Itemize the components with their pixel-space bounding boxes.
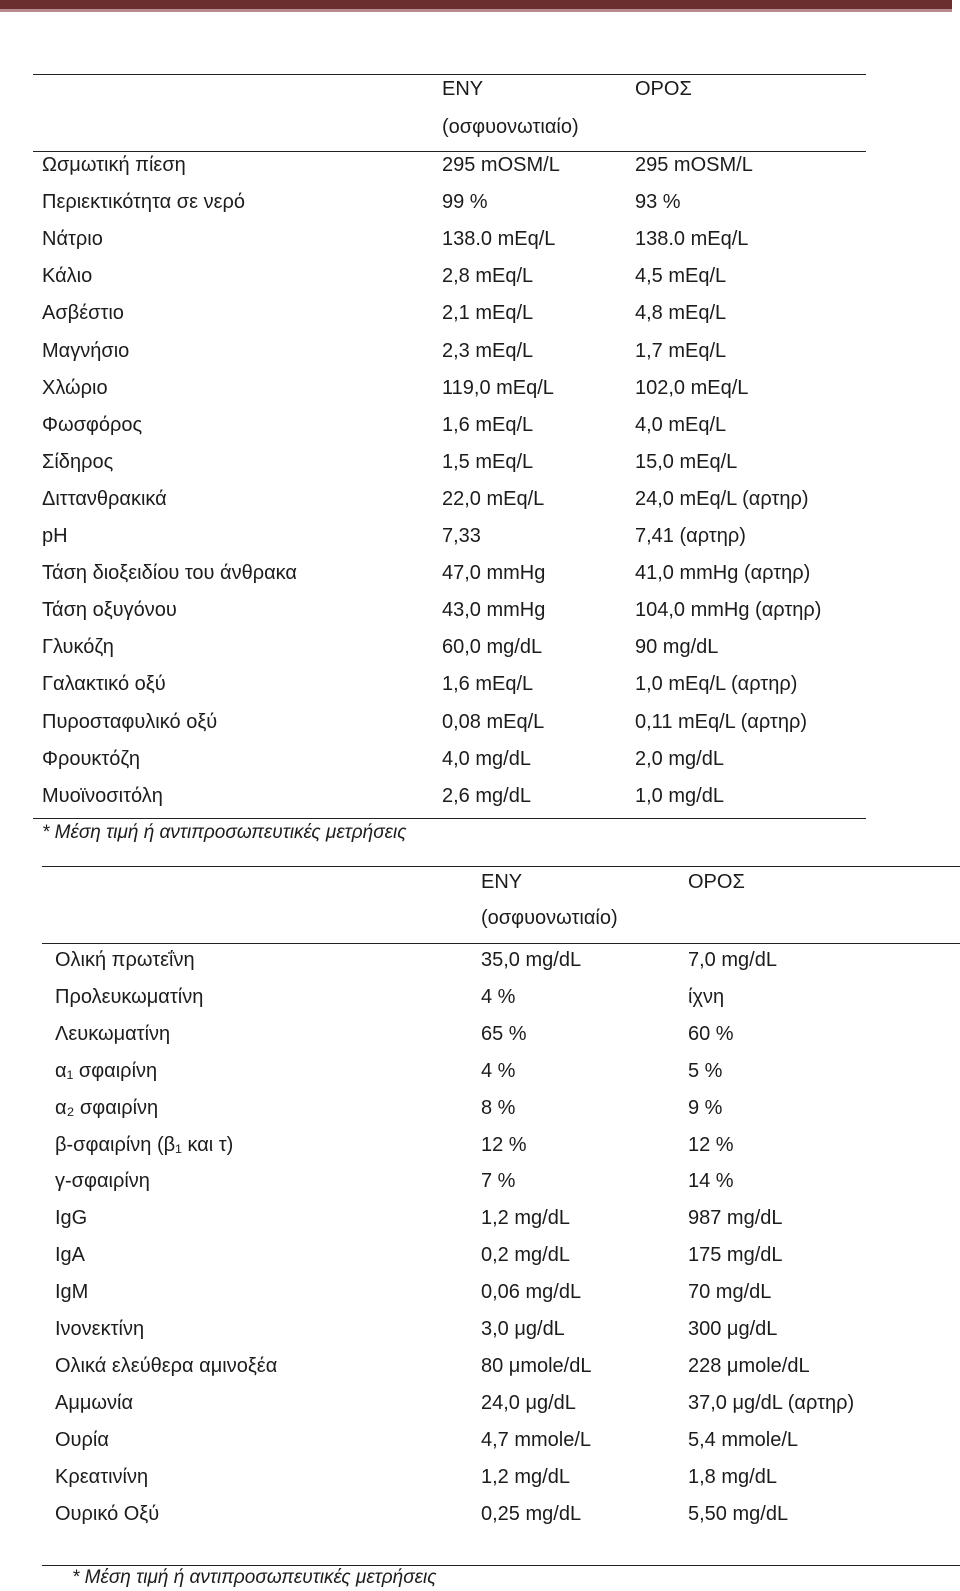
table1-cell-serum-value: 102,0 mEq/L [635, 376, 749, 399]
table2-cell-parameter: IgM [55, 1281, 89, 1304]
table2-cell-serum-value: 70 mg/dL [688, 1281, 772, 1304]
table1-cell-csf-value: 4,0 mg/dL [442, 747, 531, 770]
table2-cell-serum-value: 300 μg/dL [688, 1318, 778, 1340]
table2-cell-serum-value: 5,50 mg/dL [688, 1502, 789, 1525]
table2-cell-serum-value: 12 % [688, 1133, 734, 1156]
table2-cell-serum-value: 228 μmole/dL [688, 1354, 810, 1377]
table1-cell-serum-value: 4,0 mEq/L [635, 413, 727, 436]
table1-cell-parameter: Τάση διοξειδίου του άνθρακα [42, 562, 297, 585]
table2-cell-csf-value: 3,0 μg/dL [481, 1318, 565, 1340]
page-header-rule [0, 0, 952, 12]
table2-cell-csf-value: 1,2 mg/dL [481, 1207, 570, 1230]
table2-cell-csf-value: 8 % [481, 1096, 516, 1119]
table2-cell-csf-value: 7 % [481, 1170, 516, 1193]
table1-cell-serum-value: 1,0 mg/dL [635, 784, 724, 807]
table2-cell-csf-value: 65 % [481, 1022, 527, 1045]
table2-cell-serum-value: 14 % [688, 1170, 734, 1193]
table1-cell-serum-value: 2,0 mg/dL [635, 747, 724, 770]
table2-header-serum: ΟΡΟΣ [688, 871, 745, 893]
table1-cell-csf-value: 1,5 mEq/L [442, 450, 534, 473]
table1-cell-parameter: Γαλακτικό οξύ [42, 673, 166, 696]
table2-cell-parameter: IgA [55, 1244, 86, 1267]
table2-cell-serum-value: 175 mg/dL [688, 1244, 783, 1267]
table1-cell-csf-value: 43,0 mmHg [442, 599, 546, 622]
table1-cell-parameter: Πυροσταφυλικό οξύ [42, 710, 218, 733]
table2-cell-parameter: Αμμωνία [55, 1391, 134, 1414]
table1-cell-parameter: pH [42, 525, 68, 547]
table2-cell-parameter: IgG [55, 1207, 88, 1230]
table1-cell-csf-value: 60,0 mg/dL [442, 636, 543, 659]
table1-cell-parameter: Διττανθρακικά [42, 487, 167, 510]
table2-cell-serum-value: 7,0 mg/dL [688, 949, 777, 971]
table2-bottom-rule [42, 1565, 960, 1566]
table2-cell-csf-value: 1,2 mg/dL [481, 1465, 570, 1488]
table2-header-rule [42, 943, 960, 944]
table1-cell-serum-value: 24,0 mEq/L (αρτηρ) [635, 487, 809, 510]
table2-cell-parameter: Λευκωματίνη [55, 1022, 171, 1045]
table1-cell-serum-value: 4,8 mEq/L [635, 302, 727, 325]
table1-cell-serum-value: 15,0 mEq/L [635, 450, 738, 473]
table1-cell-csf-value: 1,6 mEq/L [442, 673, 534, 696]
table1-cell-csf-value: 119,0 mEq/L [442, 376, 554, 399]
table1-cell-csf-value: 2,8 mEq/L [442, 265, 534, 288]
table1-cell-parameter: Φρουκτόζη [42, 747, 140, 770]
table1-cell-parameter: Κάλιο [42, 265, 93, 288]
table2-top-rule [42, 866, 960, 867]
table2-cell-parameter: β-σφαιρίνη (β₁ και τ) [55, 1133, 234, 1156]
table2-cell-parameter: Ολικά ελεύθερα αμινοξέα [55, 1354, 278, 1377]
table2-cell-csf-value: 12 % [481, 1133, 527, 1156]
table1-cell-csf-value: 1,6 mEq/L [442, 413, 534, 436]
table2-cell-parameter: Προλευκωματίνη [55, 985, 204, 1008]
table1-cell-serum-value: 104,0 mmHg (αρτηρ) [635, 599, 822, 622]
table1-cell-serum-value: 0,11 mEq/L (αρτηρ) [635, 710, 807, 733]
table2-header-csf-sub: (οσφυονωτιαίο) [481, 907, 618, 929]
table1-cell-parameter: Μυοϊνοσιτόλη [42, 784, 163, 807]
table1-header-csf: ΕΝΥ [442, 78, 484, 100]
table2-cell-parameter: Ουρικό Οξύ [55, 1502, 160, 1525]
table2-cell-csf-value: 0,25 mg/dL [481, 1502, 582, 1525]
table1-cell-csf-value: 138.0 mEq/L [442, 228, 556, 251]
table2-cell-serum-value: 60 % [688, 1022, 734, 1045]
table1-cell-serum-value: 90 mg/dL [635, 636, 719, 659]
table2-cell-serum-value: 37,0 μg/dL (αρτηρ) [688, 1391, 855, 1414]
table1-cell-parameter: Χλώριο [42, 376, 108, 399]
table2-cell-serum-value: ίχνη [688, 985, 725, 1008]
table1-cell-serum-value: 1,0 mEq/L (αρτηρ) [635, 673, 798, 696]
table1-cell-parameter: Νάτριο [42, 228, 103, 251]
table2-footnote: * Μέση τιμή ή αντιπροσωπευτικές μετρήσεις [72, 1567, 437, 1588]
table2-cell-serum-value: 987 mg/dL [688, 1207, 783, 1230]
table1-cell-parameter: Σίδηρος [42, 450, 114, 473]
table1-cell-csf-value: 2,1 mEq/L [442, 302, 534, 325]
table1-header-csf-sub: (οσφυονωτιαίο) [442, 116, 579, 138]
table2-cell-parameter: Ολική πρωτεΐνη [55, 949, 195, 971]
table2-cell-csf-value: 80 μmole/dL [481, 1354, 592, 1377]
table2-cell-csf-value: 4 % [481, 1059, 516, 1082]
table1-cell-csf-value: 99 % [442, 191, 488, 214]
table1-cell-serum-value: 41,0 mmHg (αρτηρ) [635, 562, 811, 585]
table1-cell-parameter: Φωσφόρος [42, 413, 143, 436]
table1-cell-serum-value: 93 % [635, 191, 681, 214]
table1-cell-parameter: Μαγνήσιο [42, 339, 130, 362]
table2-cell-csf-value: 0,06 mg/dL [481, 1281, 582, 1304]
table2-cell-serum-value: 5,4 mmole/L [688, 1428, 799, 1451]
table2-cell-serum-value: 9 % [688, 1096, 723, 1119]
table2-header-csf: ΕΝΥ [481, 871, 523, 893]
table1-cell-csf-value: 2,6 mg/dL [442, 784, 531, 807]
table1-footnote: * Μέση τιμή ή αντιπροσωπευτικές μετρήσεις [42, 822, 407, 843]
table1-cell-serum-value: 295 mOSM/L [635, 154, 753, 176]
table1-cell-parameter: Τάση οξυγόνου [42, 599, 177, 622]
table1-cell-csf-value: 7,33 [442, 525, 481, 547]
table2-cell-csf-value: 24,0 μg/dL [481, 1391, 576, 1414]
table1-cell-parameter: Ασβέστιο [42, 302, 124, 325]
table1-cell-csf-value: 2,3 mEq/L [442, 339, 534, 362]
table1-cell-csf-value: 22,0 mEq/L [442, 487, 545, 510]
table1-cell-csf-value: 295 mOSM/L [442, 154, 560, 176]
table1-cell-serum-value: 4,5 mEq/L [635, 265, 727, 288]
table1-cell-csf-value: 0,08 mEq/L [442, 710, 545, 733]
table2-cell-parameter: α₁ σφαιρίνη [55, 1059, 158, 1082]
table2-cell-csf-value: 35,0 mg/dL [481, 949, 582, 971]
table1-cell-parameter: Γλυκόζη [42, 636, 114, 659]
table2-cell-csf-value: 4,7 mmole/L [481, 1428, 592, 1451]
table1-header-serum: ΟΡΟΣ [635, 78, 692, 100]
table1-cell-csf-value: 47,0 mmHg [442, 562, 546, 585]
table1-cell-serum-value: 138.0 mEq/L [635, 228, 749, 251]
table1-top-rule [33, 74, 866, 75]
table1-cell-serum-value: 1,7 mEq/L [635, 339, 727, 362]
table2-cell-parameter: Ινονεκτίνη [55, 1318, 145, 1340]
table2-cell-csf-value: 0,2 mg/dL [481, 1244, 570, 1267]
table2-cell-serum-value: 1,8 mg/dL [688, 1465, 777, 1488]
table2-cell-csf-value: 4 % [481, 985, 516, 1008]
table2-cell-parameter: Ουρία [55, 1428, 109, 1451]
table2-cell-parameter: α₂ σφαιρίνη [55, 1096, 159, 1119]
table1-cell-parameter: Ωσμωτική πίεση [42, 154, 186, 176]
table1-cell-parameter: Περιεκτικότητα σε νερό [42, 191, 246, 214]
table2-cell-parameter: Κρεατινίνη [55, 1465, 149, 1488]
table2-cell-serum-value: 5 % [688, 1059, 723, 1082]
table1-bottom-rule [33, 818, 866, 819]
table2-cell-parameter: γ-σφαιρίνη [55, 1170, 150, 1193]
table1-cell-serum-value: 7,41 (αρτηρ) [635, 525, 746, 547]
